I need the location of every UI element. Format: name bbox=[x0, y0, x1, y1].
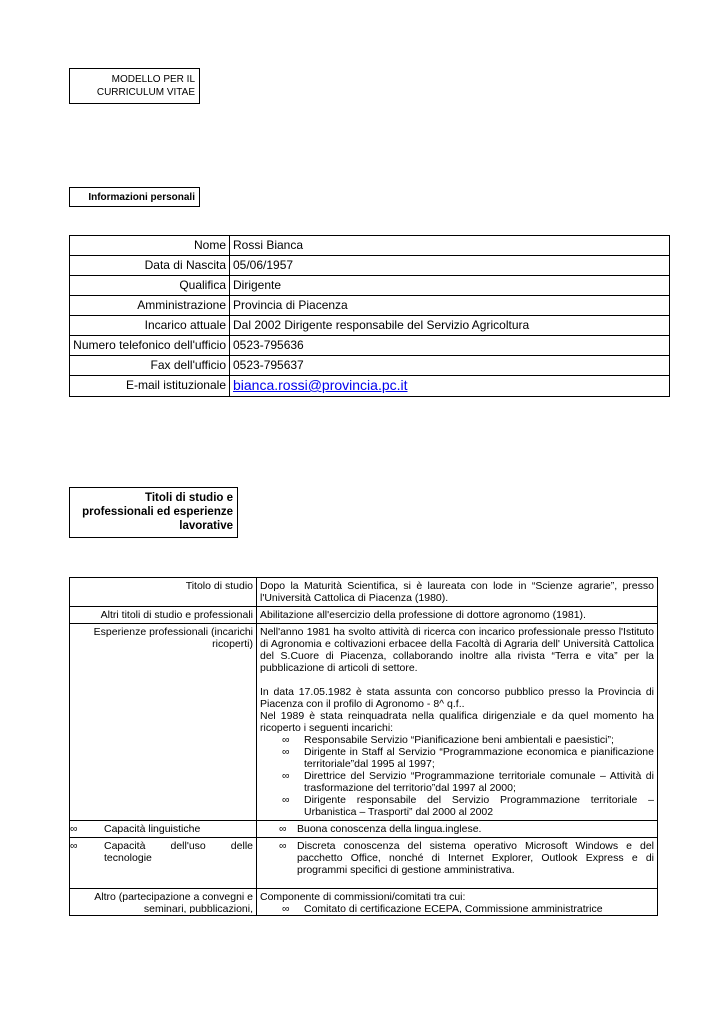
languages-label-cell bbox=[70, 821, 257, 838]
other-titles-label: Altri titoli di studio e professionali bbox=[70, 607, 257, 624]
email-cell bbox=[230, 376, 670, 397]
table-row bbox=[70, 607, 658, 624]
model-title-line2: CURRICULUM VITAE bbox=[96, 87, 195, 98]
role-text: Responsabile Servizio “Pianificazione beni ambientali e paesistici”; bbox=[304, 734, 614, 746]
table-row bbox=[70, 821, 658, 838]
list-item bbox=[260, 734, 654, 746]
section-heading-titles bbox=[69, 487, 238, 538]
table-row bbox=[70, 316, 670, 336]
other-titles-value: Abilitazione all'esercizio della professione di dottore agronomo (1981). bbox=[257, 607, 658, 624]
committees-list bbox=[260, 903, 654, 913]
experience-label: Esperienze professionali (incarichi ricoperti) bbox=[70, 624, 257, 821]
list-item bbox=[260, 770, 654, 794]
qualification-value: Dirigente bbox=[230, 276, 670, 296]
experience-value bbox=[257, 624, 658, 821]
model-title-box bbox=[69, 68, 200, 104]
personal-info-table bbox=[69, 235, 670, 397]
phone-value: 0523-795636 bbox=[230, 336, 670, 356]
email-link[interactable]: bianca.rossi@provincia.pc.it bbox=[233, 377, 408, 393]
infinity-bullet-icon: ∞ bbox=[282, 903, 290, 913]
table-row bbox=[70, 578, 658, 607]
other-intro: Componente di commissioni/comitati tra cui: bbox=[260, 891, 466, 903]
experience-paragraph-3: Nel 1989 è stata reinquadrata nella qualifica dirigenziale e da quel momento ha ricoperto i seguenti incarichi: bbox=[260, 710, 654, 734]
administration-label: Amministrazione bbox=[70, 296, 230, 316]
table-row bbox=[70, 838, 658, 889]
table-row bbox=[70, 356, 670, 376]
infinity-bullet-icon: ∞ bbox=[279, 840, 287, 852]
phone-label: Numero telefonico dell'ufficio bbox=[70, 336, 230, 356]
infinity-bullet-icon: ∞ bbox=[70, 840, 78, 852]
committee-text: Comitato di certificazione ECEPA, Commissione amministratrice bbox=[304, 903, 603, 913]
titles-heading-line1: Titoli di studio e bbox=[145, 492, 233, 504]
experience-paragraph-2: In data 17.05.1982 è stata assunta con concorso pubblico presso la Provincia di Piacenza con il profilo di Agronomo - 8^ q.f.. bbox=[260, 686, 654, 710]
roles-list bbox=[260, 734, 654, 818]
table-row bbox=[70, 624, 658, 821]
model-title-line1: MODELLO PER IL bbox=[111, 74, 195, 85]
titles-heading-line3: lavorative bbox=[179, 520, 233, 532]
infinity-bullet-icon: ∞ bbox=[282, 770, 290, 782]
table-row bbox=[70, 256, 670, 276]
tech-label: Capacità dell'uso delle tecnologie bbox=[104, 840, 253, 864]
languages-value: Buona conoscenza della lingua.inglese. bbox=[297, 823, 482, 835]
other-label bbox=[70, 889, 257, 916]
degree-value: Dopo la Maturità Scientifica, si è laureata con lode in “Scienze agrarie”, presso l'Università Cattolica di Piacenza (1980). bbox=[257, 578, 658, 607]
name-label: Nome bbox=[70, 236, 230, 256]
other-value-content bbox=[260, 891, 654, 913]
tech-label-cell bbox=[70, 838, 257, 889]
infinity-bullet-icon: ∞ bbox=[282, 794, 290, 806]
list-item bbox=[260, 746, 654, 770]
infinity-bullet-icon: ∞ bbox=[282, 746, 290, 758]
table-row bbox=[70, 236, 670, 256]
infinity-bullet-icon: ∞ bbox=[279, 823, 287, 835]
role-text: Direttrice del Servizio “Programmazione territoriale comunale – Attività di trasformazione del territorio”dal 1997 al 2000; bbox=[304, 770, 654, 794]
languages-label: Capacità linguistiche bbox=[104, 823, 201, 835]
experience-paragraph-1: Nell'anno 1981 ha svolto attività di ricerca con incarico professionale presso l'Istituto di Agronomia e coltivazioni erbacee della Facoltà di Agraria dell' Università Cattolica del S.Cuore di Piacenza, collaborando inoltre alla rivista “Terra e vita” per la pubblicazione di articoli di settore. bbox=[260, 626, 654, 674]
table-row bbox=[70, 376, 670, 397]
role-text: Dirigente in Staff al Servizio “Programmazione economica e pianificazione territoriale”dal 1995 al 1997; bbox=[304, 746, 654, 770]
table-row bbox=[70, 276, 670, 296]
languages-value-cell bbox=[257, 821, 658, 838]
other-label-text: Altro (partecipazione a convegni e seminari, pubblicazioni, bbox=[94, 891, 253, 913]
role-text: Dirigente responsabile del Servizio Programmazione territoriale – Urbanistica – Trasporti” dal 2000 al 2002 bbox=[304, 794, 654, 818]
tech-value-cell bbox=[257, 838, 658, 889]
qualification-label: Qualifica bbox=[70, 276, 230, 296]
list-item bbox=[260, 794, 654, 818]
administration-value: Provincia di Piacenza bbox=[230, 296, 670, 316]
table-row bbox=[70, 889, 658, 916]
current-role-value: Dal 2002 Dirigente responsabile del Servizio Agricoltura bbox=[230, 316, 670, 336]
section-heading-personal: Informazioni personali bbox=[69, 187, 200, 207]
current-role-label: Incarico attuale bbox=[70, 316, 230, 336]
tech-value: Discreta conoscenza del sistema operativo Microsoft Windows e del pacchetto Office, nonché di Internet Explorer, Outlook Express e di programmi specifici di gestione amministrativa. bbox=[297, 840, 654, 876]
email-label: E-mail istituzionale bbox=[70, 376, 230, 397]
birthdate-value: 05/06/1957 bbox=[230, 256, 670, 276]
paragraph-spacer bbox=[260, 674, 654, 686]
degree-label: Titolo di studio bbox=[70, 578, 257, 607]
table-row bbox=[70, 296, 670, 316]
list-item bbox=[260, 903, 654, 913]
birthdate-label: Data di Nascita bbox=[70, 256, 230, 276]
fax-label: Fax dell'ufficio bbox=[70, 356, 230, 376]
study-experience-table bbox=[69, 577, 658, 916]
name-value: Rossi Bianca bbox=[230, 236, 670, 256]
titles-heading-line2: professionali ed esperienze bbox=[82, 506, 233, 518]
infinity-bullet-icon: ∞ bbox=[70, 823, 78, 835]
fax-value: 0523-795637 bbox=[230, 356, 670, 376]
infinity-bullet-icon: ∞ bbox=[282, 734, 290, 746]
table-row bbox=[70, 336, 670, 356]
other-value bbox=[257, 889, 658, 916]
